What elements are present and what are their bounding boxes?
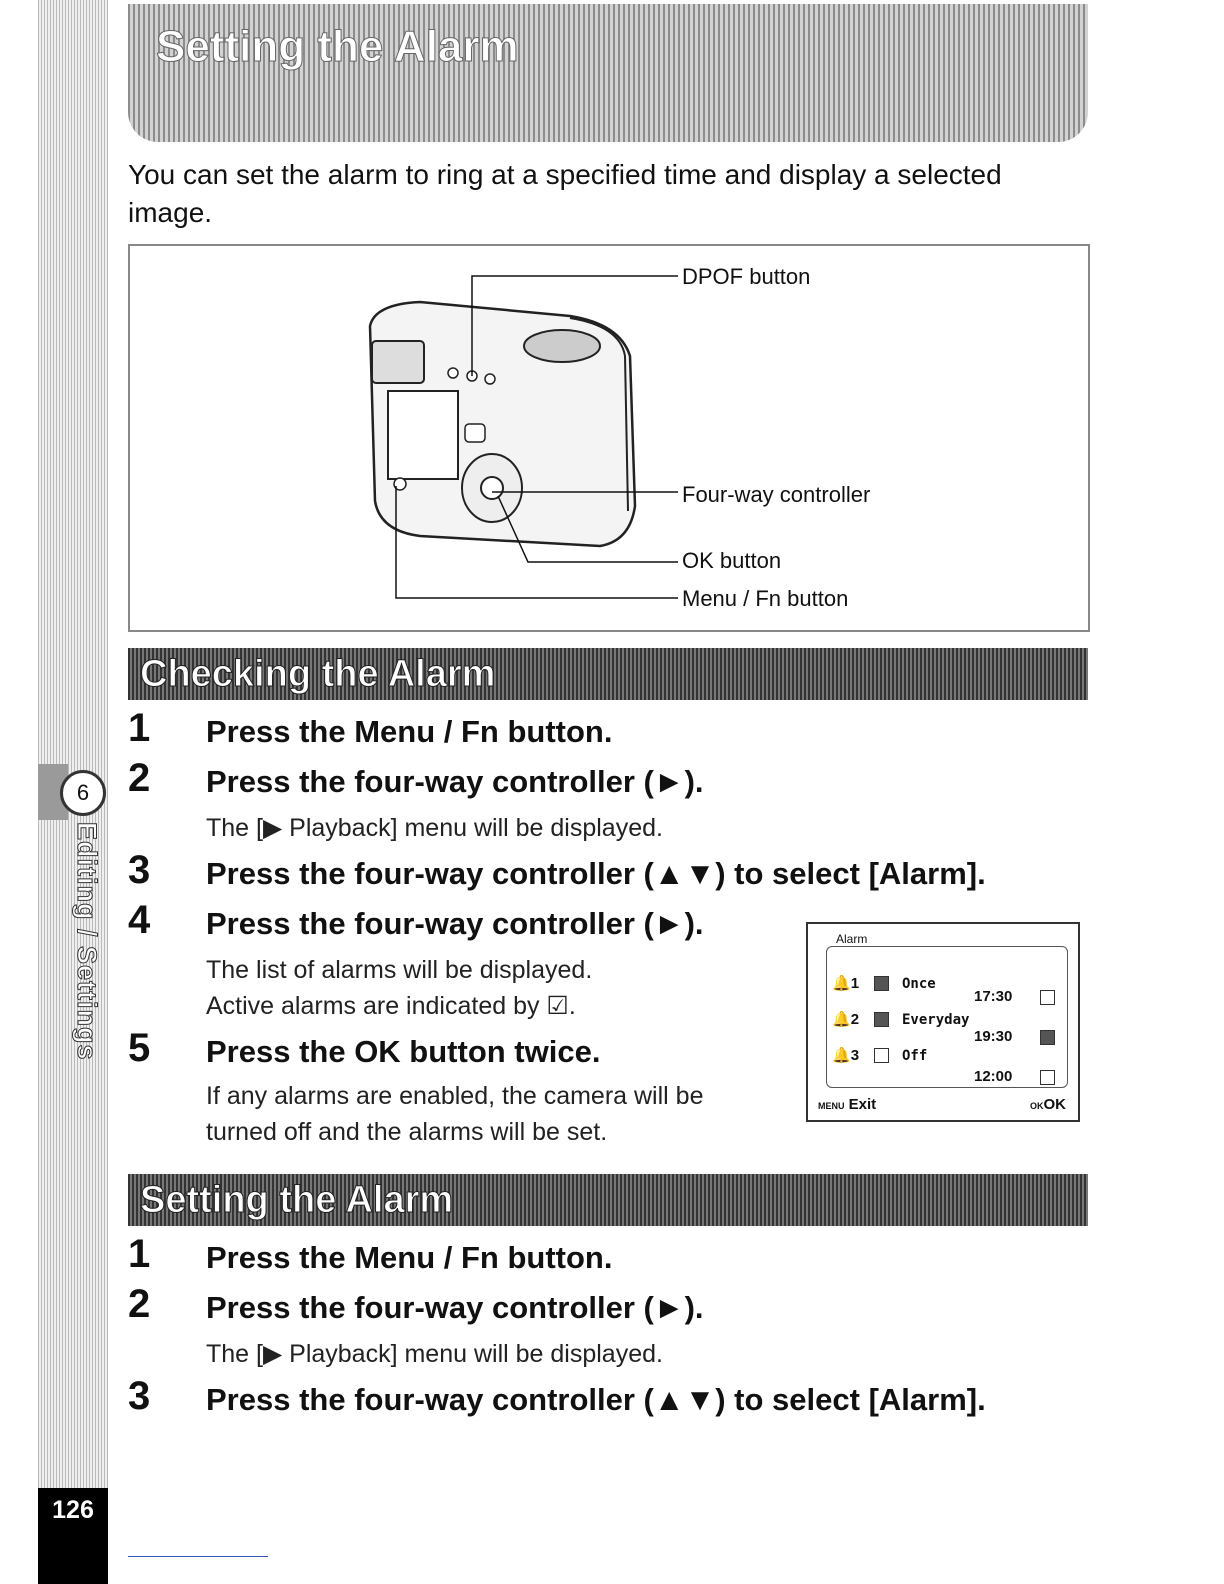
step-text: Press the four-way controller (►). xyxy=(206,764,704,799)
camera-figure xyxy=(128,244,1090,632)
section-setting-heading: Setting the Alarm xyxy=(140,1179,454,1221)
alarm-time: 19:30 xyxy=(974,1028,1013,1045)
step-text: Press the four-way controller (▲▼) to select [Alarm]. xyxy=(206,1382,986,1417)
section-checking-heading: Checking the Alarm xyxy=(140,653,496,695)
alarm-mode: Once xyxy=(902,976,936,992)
step-note: The [▶ Playback] menu will be displayed. xyxy=(206,814,663,842)
alarm-row-label: 🔔1 xyxy=(832,975,860,992)
step-text: Press the OK button twice. xyxy=(206,1034,601,1069)
step-number: 4 xyxy=(128,898,151,942)
step-note: The [▶ Playback] menu will be displayed. xyxy=(206,1340,663,1368)
page-title: Setting the Alarm xyxy=(156,22,519,71)
image-check-icon xyxy=(1040,1070,1055,1085)
intro-text: You can set the alarm to ring at a specified time and display a selected image. xyxy=(128,159,1002,228)
step-number: 3 xyxy=(128,848,151,892)
menu-callout: Menu / Fn button xyxy=(682,586,849,611)
check-icon xyxy=(874,1012,889,1027)
image-check-icon xyxy=(1040,990,1055,1005)
check-icon xyxy=(874,1048,889,1063)
step-text: Press the Menu / Fn button. xyxy=(206,714,613,749)
step-note: Active alarms are indicated by ☑. xyxy=(206,992,576,1020)
step-note: turned off and the alarms will be set. xyxy=(206,1118,608,1146)
section-checking xyxy=(128,648,1088,700)
step-number: 2 xyxy=(128,756,151,800)
step-number: 1 xyxy=(128,1232,151,1276)
step-text: Press the Menu / Fn button. xyxy=(206,1240,613,1275)
chapter-sidebar xyxy=(38,0,108,1500)
lcd-ok: OKOK xyxy=(1030,1096,1066,1113)
step-text: Press the four-way controller (►). xyxy=(206,1290,704,1325)
chapter-label: Editing / Settings xyxy=(72,822,102,1061)
step-note: The list of alarms will be displayed. xyxy=(206,956,593,984)
step-number: 5 xyxy=(128,1026,151,1070)
step-text: Press the four-way controller (▲▼) to select [Alarm]. xyxy=(206,856,986,891)
check-icon xyxy=(874,976,889,991)
alarm-row-label: 🔔3 xyxy=(832,1047,860,1064)
step-number: 3 xyxy=(128,1374,151,1418)
alarm-time: 12:00 xyxy=(974,1068,1013,1085)
alarm-mode: Off xyxy=(902,1048,928,1064)
alarm-row-label: 🔔2 xyxy=(832,1011,860,1028)
alarm-mode: Everyday xyxy=(902,1012,970,1028)
ok-callout: OK button xyxy=(682,548,782,573)
alarm-time: 17:30 xyxy=(974,988,1013,1005)
alarm-lcd-screen xyxy=(806,922,1080,1122)
image-check-icon xyxy=(1040,1030,1055,1045)
step-number: 2 xyxy=(128,1282,151,1326)
lcd-title: Alarm xyxy=(836,932,868,946)
step-note: If any alarms are enabled, the camera will be xyxy=(206,1082,704,1110)
footer-rule xyxy=(128,1556,268,1557)
camera-illustration xyxy=(130,246,1088,630)
page-number-box xyxy=(38,1488,108,1584)
title-banner xyxy=(128,4,1088,142)
page-number: 126 xyxy=(52,1496,94,1524)
section-setting xyxy=(128,1174,1088,1226)
step-number: 1 xyxy=(128,706,151,750)
chapter-number: 6 xyxy=(60,770,106,816)
four-way-callout: Four-way controller xyxy=(682,482,871,507)
step-text: Press the four-way controller (►). xyxy=(206,906,704,941)
lcd-exit: MENU Exit xyxy=(818,1096,877,1113)
dpof-callout: DPOF button xyxy=(682,264,811,289)
